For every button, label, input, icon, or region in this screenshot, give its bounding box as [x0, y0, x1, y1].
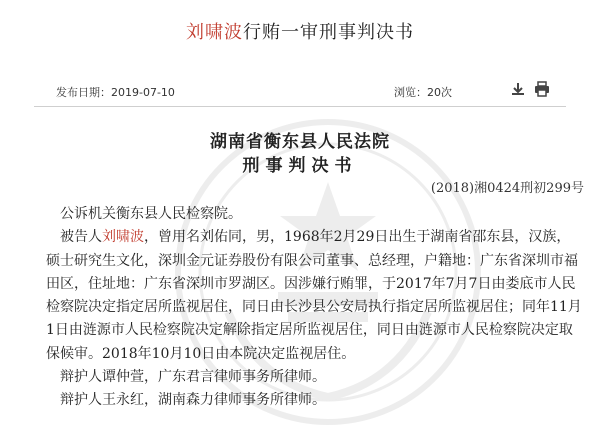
publish-date-label: 发布日期： — [56, 86, 111, 99]
publish-date-value: 2019-07-10 — [111, 86, 175, 99]
publish-date — [56, 84, 175, 100]
court-name: 湖南省衡东县人民法院 — [210, 132, 390, 152]
defendant-paragraph — [46, 226, 582, 366]
title-text: 行贿一审刑事判决书 — [243, 22, 414, 43]
page-title — [0, 18, 600, 44]
action-icons — [510, 81, 550, 97]
view-count-value: 20次 — [427, 86, 452, 99]
case-number: (2018)湘0424刑初299号 — [430, 181, 584, 196]
meta-bar — [34, 80, 566, 102]
defender-paragraph-1: 辩护人谭仲萱，广东君言律师事务所律师。 — [60, 369, 326, 386]
prosecutor-paragraph: 公诉机关衡东县人民检察院。 — [60, 206, 242, 222]
view-count — [394, 84, 452, 100]
defendant-prefix: 被告人 — [60, 229, 102, 246]
print-icon[interactable] — [534, 81, 550, 97]
defendant-name-link[interactable]: 刘啸波 — [102, 229, 144, 246]
defendant-details: ，曾用名刘佑同，男，1968年2月29日出生于湖南省邵东县，汉族，硕士研究生文化，深圳金元证券股份有限公司董事、总经理，户籍地：广东省深圳市福田区，住址地：广东省深圳市罗湖区。因涉嫌行贿罪，于2017年7月7日由娄底市人民检察院决定指定居所监视居住，同日由长沙县公安局执行指定居所监视居住；同年11月1日由涟源市人民检察院决定解除指定居所监视居住，同日由涟源市人民检察院决定取保候审。2018年10月10日由本院决定监视居住。 — [46, 229, 582, 362]
view-count-label: 浏览： — [394, 86, 427, 99]
judgment-body — [46, 203, 582, 413]
header-divider — [34, 106, 566, 107]
document-type: 刑事判决书 — [242, 156, 358, 176]
download-icon[interactable] — [510, 81, 526, 97]
defender-paragraph-2: 辩护人王永红，湖南森力律师事务所律师。 — [60, 392, 326, 409]
title-defendant-name: 刘啸波 — [186, 22, 243, 43]
